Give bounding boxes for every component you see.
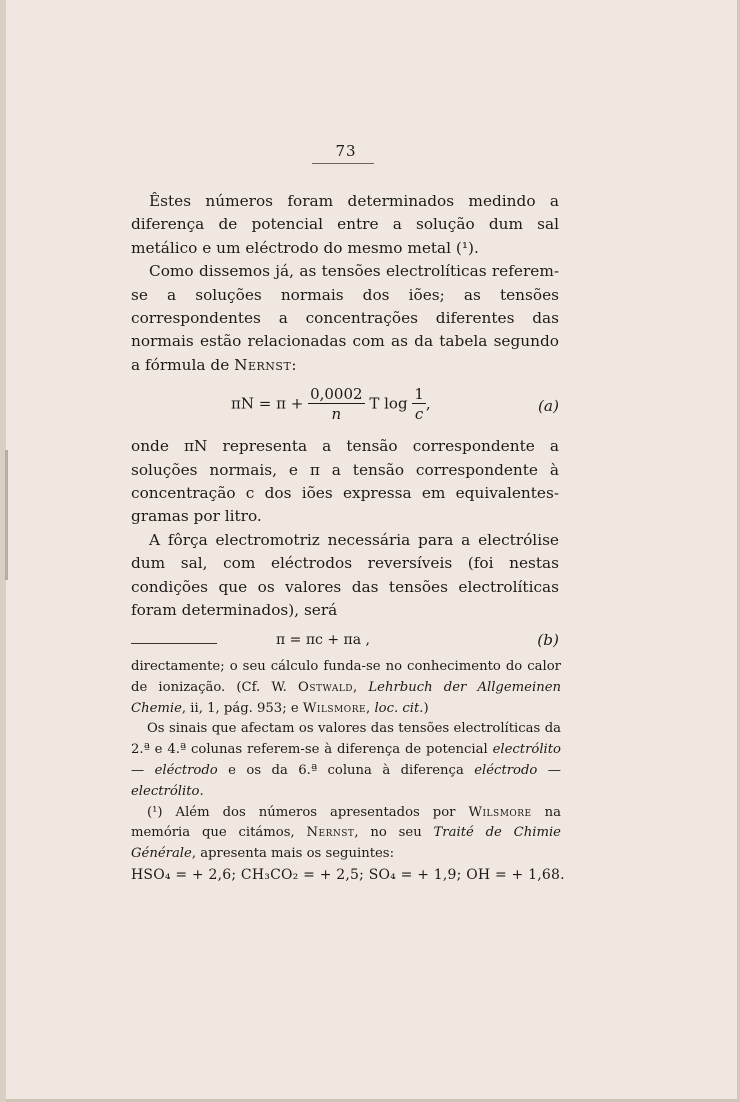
loc-cit: loc. cit. — [374, 700, 424, 716]
footnote-text: ) — [423, 700, 429, 716]
formula-a-numerator: 0,0002 — [310, 385, 363, 404]
author-wilsmore-2: Wilsmore — [468, 804, 532, 820]
formula-a-denominator: n — [331, 405, 342, 424]
paragraph-2-text: Como dissemos já, as tensões electrolíticas referem-se a soluções normais dos iões; as tensões correspondentes a concentrações diferentes das normais estão relacionadas com as da tabela segundo a fórmula de — [131, 262, 559, 374]
author-ostwald: Ostwald — [298, 679, 354, 695]
formula-a-tag: (a) — [537, 397, 559, 416]
formula-a — [131, 377, 559, 435]
formula-a-denominator-2: c — [414, 405, 424, 424]
formula-a-middle: T log — [369, 394, 408, 413]
formula-a-lhs: πN = π + — [231, 394, 304, 413]
book-title-traite: Traité de Chimie Générale — [131, 825, 561, 862]
author-nernst: Nernst — [234, 355, 292, 374]
footnote-rule — [131, 643, 217, 644]
paragraph-1: Êstes números foram determinados medindo a diferença de potencial entre a solução dum sal metálico e um eléctrodo do mesmo metal (¹). — [131, 192, 559, 257]
formula-a-end: , — [425, 394, 431, 413]
author-wilsmore: Wilsmore — [302, 700, 367, 716]
footnote-text: (¹) Além dos números apresentados por — [147, 804, 469, 820]
page-number: 73 — [335, 142, 357, 160]
paragraph-2 — [131, 260, 559, 377]
footnote-text: , — [366, 700, 375, 716]
footnote-text: , no seu — [354, 825, 434, 841]
footnote-text: na memória que citámos, — [131, 804, 561, 841]
italic-electrodo-electrolito: eléctrodo — electrólito — [131, 762, 561, 799]
page-number-rule — [312, 163, 374, 164]
footnote-text: . — [199, 783, 204, 799]
footnote-continued — [131, 657, 561, 719]
footnote-text: , apresenta mais os seguintes: — [191, 846, 395, 862]
formula-b-expression: π = πc + πa , — [276, 631, 370, 648]
formula-a-numerator-2: 1 — [414, 385, 424, 404]
page-edge-mark — [5, 450, 8, 580]
formula-b-tag: (b) — [537, 630, 559, 649]
footnotes — [131, 657, 565, 886]
footnote-text: Os sinais que afectam os valores das tensões electrolíticas da 2.ª e 4.ª colunas referem-se à diferença de potencial — [131, 721, 561, 758]
footnote-text: directamente; o seu cálculo funda-se no conhecimento do calor de ionização. (Cf. W. — [131, 659, 561, 695]
formula-a-fraction — [308, 385, 365, 424]
author-nernst-2: Nernst — [306, 825, 355, 841]
formula-a-expression — [231, 385, 431, 424]
footnote-1 — [131, 803, 561, 865]
footnote-text: , ii, 1, pág. 953; e — [181, 700, 303, 716]
footnote-text: e os da 6.ª coluna à diferença — [217, 762, 475, 778]
paragraph-2-colon: : — [291, 355, 297, 374]
formula-b — [131, 623, 559, 659]
formula-a-fraction-2 — [412, 385, 426, 424]
italic-electrolito-electrodo: electrólito — eléctrodo — [131, 742, 561, 778]
book-title-lehrbuch: Lehrbuch der Allgemeinen Chemie — [131, 679, 561, 716]
main-text — [131, 190, 559, 659]
footnote-signs — [131, 719, 561, 802]
footnote-text: , — [353, 679, 369, 695]
paragraph-3: onde πN representa a tensão correspondente a soluções normais, e π a tensão correspondente à concentração c dos iões expressa em equivalentes-gramas por litro. — [131, 437, 559, 526]
paragraph-4: A fôrça electromotriz necessária para a electrólise dum sal, com eléctrodos reversíveis (foi nestas condições que os valores das tensões electrolíticas foram determinados), será — [131, 530, 559, 620]
ion-values-line: HSO₄ = + 2,6; CH₃CO₂ = + 2,5; SO₄ = + 1,9; OH = + 1,68. — [131, 866, 565, 883]
